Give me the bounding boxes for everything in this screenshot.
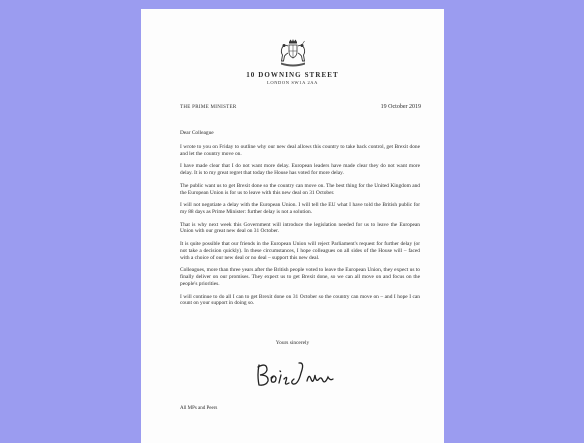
letterhead-street: 10 DOWNING STREET: [246, 71, 339, 79]
paragraph: I will continue to do all I can to get Brexit done on 31 October so the country can move on – and I hope I can count on your support in doing so.: [180, 293, 420, 307]
salutation: Dear Colleague: [180, 130, 214, 136]
sender-title: THE PRIME MINISTER: [180, 105, 237, 110]
paragraph: It is quite possible that our friends in the European Union will reject Parliament's request for further delay (or not take a decision quickly). In these circumstances, I hope colleagues on all sides of the House will – faced with a choice of our new deal or no deal – support this new deal.: [180, 240, 420, 261]
letter-date: 19 October 2019: [380, 104, 421, 110]
paragraph: The public want us to get Brexit done so the country can move on. The best thing for the United Kingdom and the European Union is for us to leave with this new deal on 31 October.: [180, 182, 420, 196]
letter-body: [180, 130, 420, 313]
handwritten-signature: [253, 359, 335, 389]
paragraph: That is why next week this Government will introduce the legislation needed for us to leave the European Union with our great new deal on 31 October.: [180, 221, 420, 235]
closing: Yours sincerely: [275, 340, 310, 346]
paragraph: I have made clear that I do not want more delay. European leaders have made clear they do not want more delay. It is to my great regret that today the House has voted for more delay.: [180, 163, 420, 177]
paragraph: I will not negotiate a delay with the European Union. I will tell the EU what I have told the British public for my 88 days as Prime Minister: further delay is not a solution.: [180, 202, 420, 216]
letter-page: [141, 9, 444, 443]
paragraph: Colleagues, more than three years after the British people voted to leave the European Union, they expect us to finally deliver on our promises. They expect us to get Brexit done, so we can all move on and focus on the people's priorities.: [180, 267, 420, 288]
paragraph: I wrote to you on Friday to outline why our new deal allows this country to take back control, get Brexit done and let the country move on.: [180, 143, 420, 157]
royal-coat-of-arms-icon: [278, 39, 308, 67]
recipients: All MPs and Peers: [180, 406, 218, 411]
letterhead-postcode: LONDON SW1A 2AA: [267, 80, 318, 85]
